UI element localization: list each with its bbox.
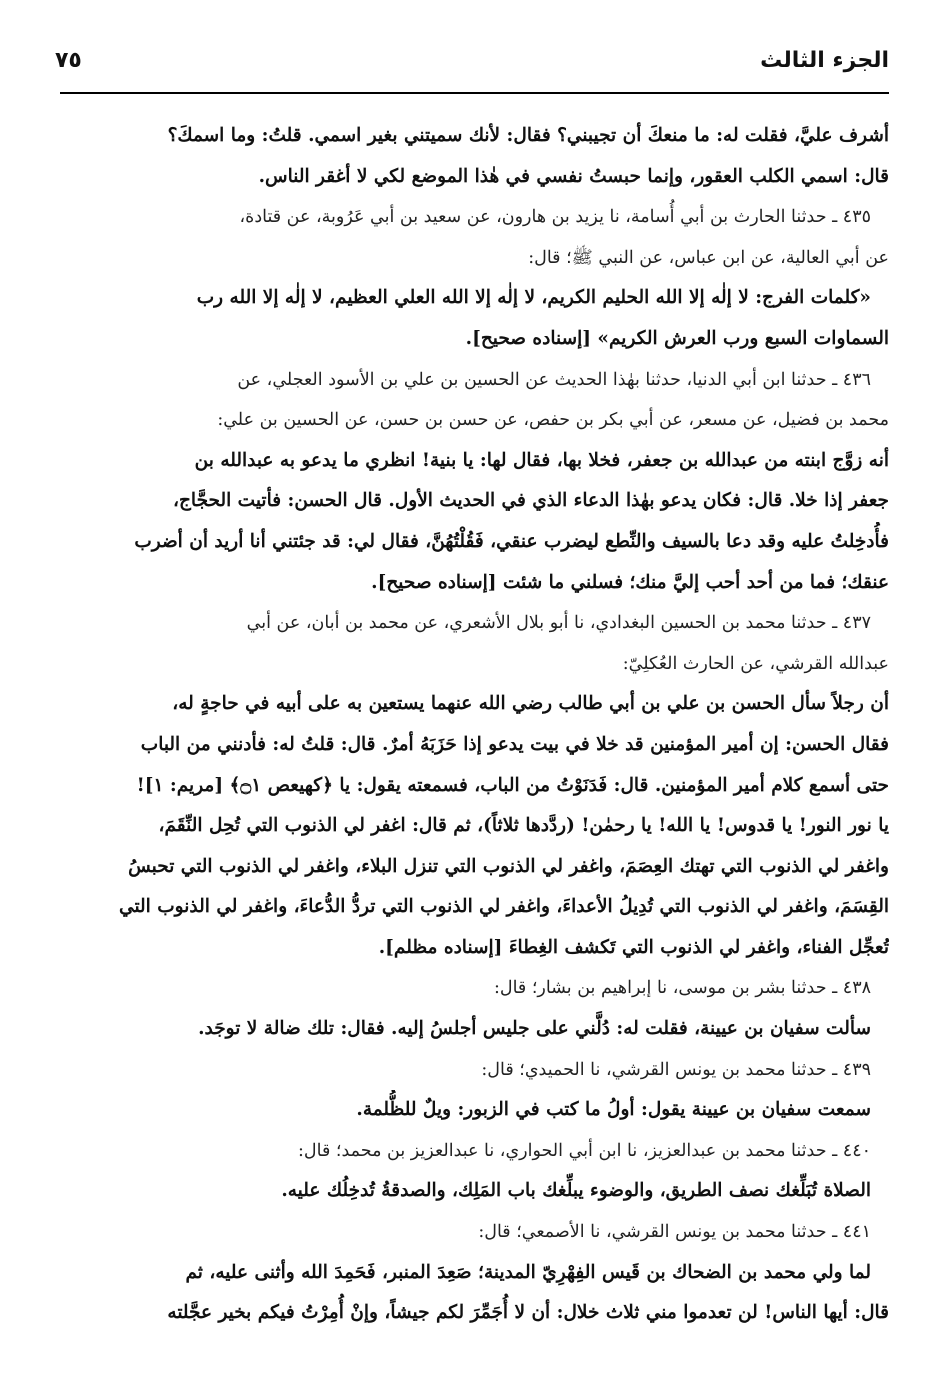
text-line: سألت سفيان بن عيينة، فقلت له: دُلَّني على جليس أجلسُ إليه. فقال: تلك ضالة لا توجَد. xyxy=(198,1018,871,1040)
text-line: عنقك؛ فما من أحد أحب إليَّ منك؛ فسلني ما شئت [إسناده صحيح]. xyxy=(371,571,889,593)
text-line: ٤٤١ ـ حدثنا محمد بن يونس القرشي، نا الأصمعي؛ قال: xyxy=(478,1222,871,1243)
text-line: ٤٣٥ ـ حدثنا الحارث بن أبي أُسامة، نا يزيد بن هارون، عن سعيد بن أبي عَرُوبة، عن قتادة، xyxy=(239,207,871,228)
header-rule xyxy=(60,92,889,94)
text-line: الصلاة تُبَلِّغك نصف الطريق، والوضوء يبلِّغك باب المَلِك، والصدقةُ تُدخِلُك عليه. xyxy=(281,1180,871,1202)
text-line: واغفر لي الذنوب التي تهتك العِصَمَ، واغفر لي الذنوب التي تنزل البلاء، واغفر لي الذنوب التي تحبسُ xyxy=(128,855,889,877)
text-line: محمد بن فضيل، عن مسعر، عن أبي بكر بن حفص، عن حسن بن حسن، عن الحسين بن علي: xyxy=(217,410,889,431)
text-line: ٤٣٨ ـ حدثنا بشر بن موسى، نا إبراهيم بن بشار؛ قال: xyxy=(493,978,871,999)
text-line: قال: أيها الناس! لن تعدموا مني ثلاث خلال: أن لا أُجَمِّرَ لكم جيشاً، وإنْ أُمِرْتُ فيكم بخير عجَّلته xyxy=(167,1302,889,1324)
text-line: لما ولي محمد بن الضحاك بن قَيس الفِهْرِيّ المدينة؛ صَعِدَ المنبر، فَحَمِدَ الله وأثنى عليه، ثم xyxy=(185,1261,871,1283)
text-line: حتى أسمع كلام أمير المؤمنين. قال: فَدَنَوْتُ من الباب، فسمعته يقول: يا ﴿كهيعص ۝١﴾ [مريم: ١]! xyxy=(136,774,889,796)
text-line: عبدالله القرشي، عن الحارث العُكلِيّ: xyxy=(622,653,889,674)
text-line: ٤٣٧ ـ حدثنا محمد بن الحسين البغدادي، نا أبو بلال الأشعري، عن محمد بن أبان، عن أبي xyxy=(246,613,871,634)
text-line: يا نور النور! يا قدوس! يا الله! يا رحمٰن! (ردَّدها ثلاثاً)، ثم قال: اغفر لي الذنوب التي تُحِل النِّقَمَ، xyxy=(158,815,889,837)
text-line: أنه زوَّج ابنته من عبدالله بن جعفر، فخلا بها، فقال لها: يا بنية! انظري ما يدعو به عبدالله بن xyxy=(194,449,889,471)
text-line: قال: اسمي الكلب العقور، وإنما حبستُ نفسي في هٰذا الموضع لكي لا أغقر الناس. xyxy=(258,165,889,187)
page-body xyxy=(60,116,889,1334)
text-line: القِسَمَ، واغفر لي الذنوب التي تُدِيلُ الأعداءَ، واغفر لي الذنوب التي تردُّ الدُّعاءَ، واغفر لي الذنوب التي xyxy=(119,896,889,918)
text-line: «كلمات الفرج: لا إلٰه إلا الله الحليم الكريم، لا إلٰه إلا الله العلي العظيم، لا إلٰه إلا الله رب xyxy=(196,287,871,309)
text-line: سمعت سفيان بن عيينة يقول: أولُ ما كتب في الزبور: ويلٌ للظُّلمة. xyxy=(356,1099,871,1121)
text-line: فقال الحسن: إن أمير المؤمنين قد خلا في بيت يدعو إذا حَزَبَهُ أمرٌ. قال: قلتُ له: فأدنني من الباب xyxy=(140,733,889,755)
text-line: فأُدخِلتُ عليه وقد دعا بالسيف والنِّطع ليضرب عنقي، فَقُلْتُهُنَّ، فقال لي: قد جئتني أنا أريد أن أضرب xyxy=(134,530,889,552)
text-line: تُعجِّل الفناء، واغفر لي الذنوب التي تَكشف الغِطاءَ [إسناده مظلم]. xyxy=(378,936,889,958)
running-title: الجزء الثالث xyxy=(760,48,889,73)
text-line: جعفر إذا خلا. قال: فكان يدعو بهٰذا الدعاء الذي في الحديث الأول. قال الحسن: فأتيت الحجَّاج، xyxy=(173,490,889,512)
page-number: ٧٥ xyxy=(55,48,82,73)
text-line: أن رجلاً سأل الحسن بن علي بن أبي طالب رضي الله عنهما يستعين به على أبيه في حاجةٍ له، xyxy=(172,693,889,715)
text-line: ٤٣٩ ـ حدثنا محمد بن يونس القرشي، نا الحميدي؛ قال: xyxy=(481,1059,871,1080)
text-line: ٤٣٦ ـ حدثنا ابن أبي الدنيا، حدثنا بهٰذا الحديث عن الحسين بن علي بن الأسود العجلي، عن xyxy=(237,369,871,390)
text-line: السماوات السبع ورب العرش الكريم» [إسناده صحيح]. xyxy=(465,327,889,349)
text-line: ٤٤٠ ـ حدثنا محمد بن عبدالعزيز، نا ابن أبي الحواري، نا عبدالعزيز بن محمد؛ قال: xyxy=(298,1140,871,1161)
text-line: عن أبي العالية، عن ابن عباس، عن النبي ﷺ؛ قال: xyxy=(528,247,889,268)
page-header xyxy=(55,48,889,88)
text-line: أشرف عليَّ، فقلت له: ما منعكَ أن تجيبني؟ فقال: لأنك سميتني بغير اسمي. قلتُ: وما اسمكَ؟ xyxy=(167,125,889,146)
